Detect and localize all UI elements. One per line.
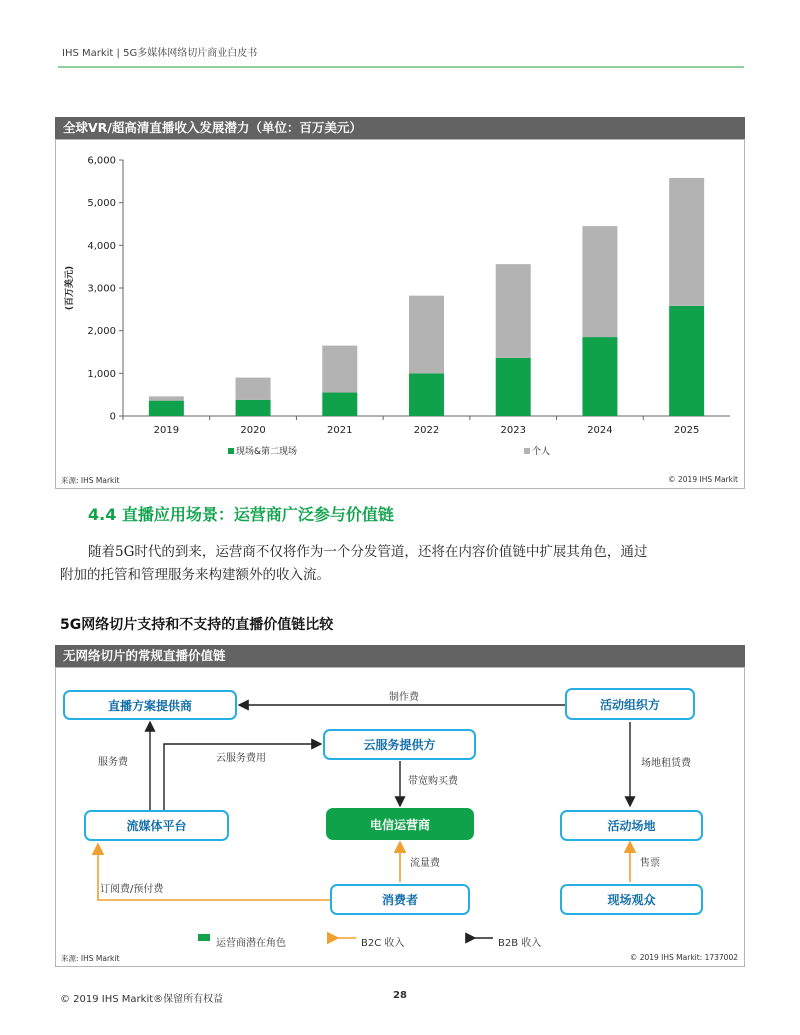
figure-caption: 5G网络切片支持和不支持的直播价值链比较	[60, 617, 334, 633]
x-tick-label: 2019	[153, 425, 180, 436]
chart-copyright: © 2019 IHS Markit	[668, 475, 738, 484]
bar-live	[669, 306, 704, 416]
bar-chart	[56, 140, 744, 488]
y-tick-label: 6,000	[87, 155, 116, 167]
bar-personal	[236, 378, 271, 400]
running-header: IHS Markit | 5G多媒体网络切片商业白皮书	[62, 48, 258, 59]
legend-b2b-label: B2B 收入	[498, 938, 542, 949]
label-bandwidth-fee: 带宽购买费	[408, 776, 458, 787]
node-consumer: 消费者	[330, 884, 470, 915]
legend-label: 个人	[532, 447, 551, 457]
header-divider	[58, 66, 744, 68]
bar-personal	[322, 346, 357, 393]
y-tick-label: 4,000	[87, 240, 116, 252]
x-tick-label: 2020	[240, 425, 266, 436]
label-cloud-fee: 云服务费用	[216, 753, 266, 764]
paragraph-line-2: 附加的托管和管理服务来构建额外的收入流。	[60, 567, 330, 583]
bar-personal	[582, 226, 617, 337]
bar-personal	[496, 264, 531, 358]
legend-operator-label: 运营商潜在角色	[216, 938, 286, 949]
chart-panel-title: 全球VR/超高清直播收入发展潜力（单位：百万美元）	[55, 117, 745, 139]
diagram-panel	[55, 667, 745, 967]
page-number: 28	[393, 990, 407, 1001]
node-streaming-platform: 流媒体平台	[84, 810, 229, 841]
label-venue-rent: 场地租赁费	[641, 758, 691, 769]
x-tick-label: 2024	[587, 425, 613, 436]
chart-panel	[55, 139, 745, 489]
chart-source: 来源: IHS Markit	[61, 476, 120, 485]
bar-personal	[669, 178, 704, 306]
diagram-source: 来源: IHS Markit	[61, 954, 120, 963]
label-service-fee: 服务费	[98, 757, 128, 768]
legend-swatch	[524, 448, 530, 454]
bar-live	[409, 373, 444, 416]
x-tick-label: 2025	[673, 425, 700, 436]
y-axis-label: (百万美元)	[65, 265, 75, 311]
node-venue: 活动场地	[560, 810, 703, 841]
bar-personal	[409, 296, 444, 374]
x-tick-label: 2022	[413, 425, 440, 436]
y-tick-label: 3,000	[87, 283, 116, 295]
label-traffic-fee: 流量费	[410, 858, 440, 869]
legend-swatch	[228, 448, 234, 454]
legend-label: 现场&第二现场	[236, 447, 298, 457]
node-cloud-provider: 云服务提供方	[323, 729, 476, 760]
diagram-copyright: © 2019 IHS Markit: 1737002	[629, 953, 738, 962]
bar-live	[236, 400, 271, 416]
bar-live	[149, 401, 184, 416]
x-tick-label: 2023	[500, 425, 526, 436]
node-event-organizer: 活动组织方	[565, 688, 695, 720]
bar-live	[582, 337, 617, 416]
bar-live	[322, 393, 357, 416]
label-ticket: 售票	[640, 858, 660, 869]
section-title: 4.4 直播应用场景：运营商广泛参与价值链	[88, 505, 394, 524]
y-tick-label: 5,000	[87, 198, 116, 210]
node-broadcast-provider: 直播方案提供商	[63, 690, 237, 720]
label-production-fee: 制作费	[389, 692, 419, 703]
y-tick-label: 1,000	[87, 368, 116, 380]
legend-operator-swatch	[198, 934, 210, 941]
bar-live	[496, 358, 531, 416]
legend-b2c-label: B2C 收入	[361, 938, 405, 949]
y-tick-label: 2,000	[87, 326, 116, 338]
y-tick-label: 0	[109, 411, 116, 423]
bar-personal	[149, 396, 184, 400]
x-tick-label: 2021	[327, 425, 353, 436]
footer-copyright: © 2019 IHS Markit®保留所有权益	[60, 994, 224, 1005]
node-telecom-operator: 电信运营商	[326, 808, 474, 840]
label-subscription: 订阅费/预付费	[100, 884, 164, 895]
node-live-audience: 现场观众	[560, 884, 703, 915]
paragraph-line-1: 随着5G时代的到来，运营商不仅将作为一个分发管道，还将在内容价值链中扩展其角色，通过	[88, 544, 648, 560]
diagram-panel-title: 无网络切片的常规直播价值链	[55, 645, 745, 667]
